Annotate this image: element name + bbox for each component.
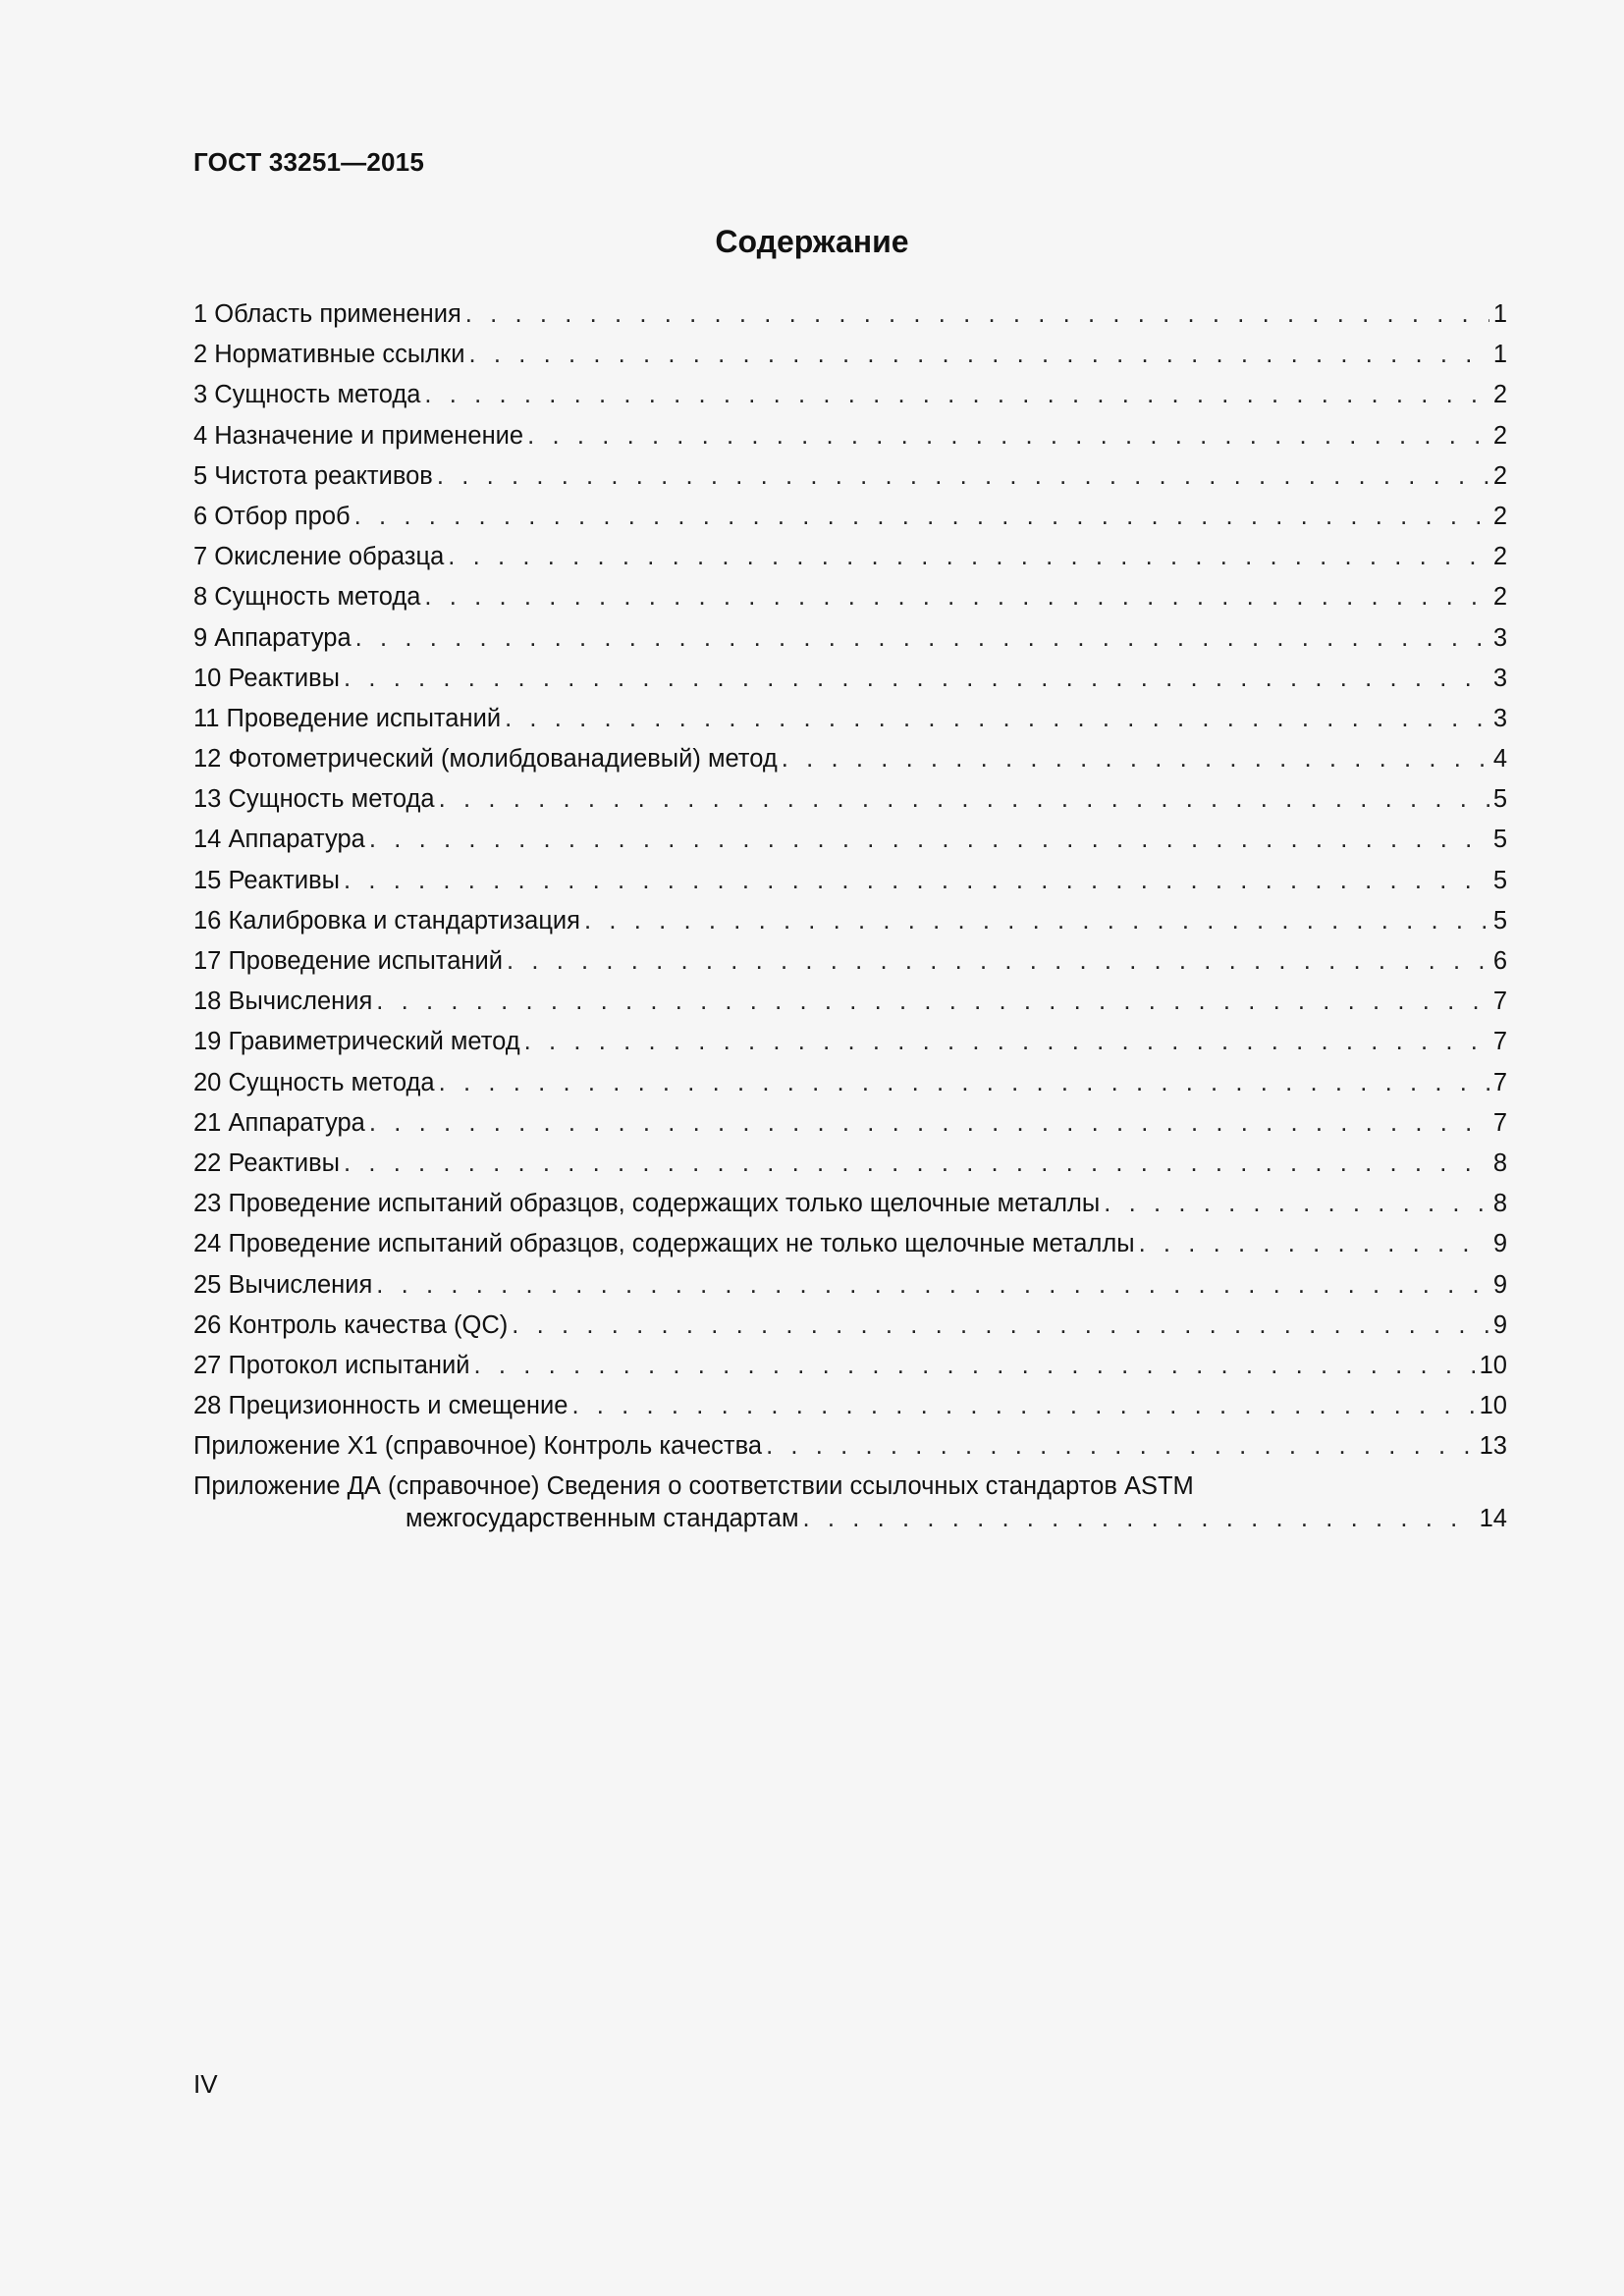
toc-entry-page: 2: [1492, 381, 1507, 409]
toc-entry-label: 20 Сущность метода: [193, 1068, 435, 1096]
dot-leader: [524, 1022, 1489, 1062]
toc-entry[interactable]: [193, 982, 1507, 1022]
toc-entry-label: 22 Реактивы: [193, 1148, 340, 1177]
toc-entry-page: 7: [1492, 1108, 1507, 1137]
toc-entry-page: 10: [1479, 1392, 1507, 1420]
toc-entry-label: 17 Проведение испытаний: [193, 947, 503, 975]
dot-leader: [437, 456, 1489, 497]
toc-entry-page: 3: [1492, 664, 1507, 692]
toc-entry-page: 9: [1492, 1230, 1507, 1258]
toc-entry-label: 23 Проведение испытаний образцов, содержащих только щелочные металлы: [193, 1190, 1101, 1218]
toc-entry[interactable]: [193, 537, 1507, 577]
toc-entry[interactable]: [193, 1265, 1507, 1306]
toc-entry-page: 2: [1492, 421, 1507, 450]
toc-entry[interactable]: [193, 1386, 1507, 1426]
dot-leader: [465, 294, 1489, 335]
toc-entry-page: 5: [1492, 826, 1507, 854]
toc-entry[interactable]: [193, 1184, 1507, 1224]
dot-leader: [766, 1426, 1476, 1467]
toc-entry-label: 18 Вычисления: [193, 988, 373, 1016]
toc-entry-page: 9: [1492, 1310, 1507, 1339]
toc-entry[interactable]: [193, 1224, 1507, 1264]
dot-leader: [369, 820, 1489, 860]
toc-entry[interactable]: [193, 901, 1507, 941]
dot-leader: [512, 1306, 1489, 1346]
toc-entry-label: 25 Вычисления: [193, 1270, 373, 1299]
toc-entry-label: 7 Окисление образца: [193, 543, 445, 571]
toc-entry[interactable]: [193, 1063, 1507, 1103]
dot-leader: [355, 618, 1489, 659]
toc-entry-page: 2: [1492, 502, 1507, 530]
toc-entry-label: 9 Аппаратура: [193, 623, 352, 652]
dot-leader: [468, 335, 1489, 375]
toc-entry-label: 10 Реактивы: [193, 664, 340, 692]
toc-entry-page: 8: [1492, 1148, 1507, 1177]
toc-entry-label: 4 Назначение и применение: [193, 421, 524, 450]
toc-entry[interactable]: [193, 779, 1507, 820]
toc-entry-page: 5: [1492, 906, 1507, 934]
toc-entry[interactable]: [193, 497, 1507, 537]
toc-entry[interactable]: [193, 1426, 1507, 1467]
dot-leader: [369, 1103, 1489, 1144]
toc-entry-page: 2: [1492, 461, 1507, 490]
toc-entry-page: 8: [1492, 1190, 1507, 1218]
toc-entry[interactable]: [193, 659, 1507, 699]
toc-entry[interactable]: [193, 1022, 1507, 1062]
toc-entry-label: 3 Сущность метода: [193, 381, 421, 409]
toc-entry-label: 1 Область применения: [193, 300, 461, 328]
dot-leader: [376, 982, 1489, 1022]
dot-leader: [354, 497, 1489, 537]
toc-entry-continuation: [193, 1503, 1507, 1535]
toc-entry-label: 5 Чистота реактивов: [193, 461, 433, 490]
toc-entry-label: 11 Проведение испытаний: [193, 704, 502, 732]
toc-entry[interactable]: [193, 861, 1507, 901]
dot-leader: [505, 699, 1489, 739]
toc-entry-label: 12 Фотометрический (молибдованадиевый) метод: [193, 745, 778, 774]
page-number: IV: [193, 2069, 218, 2099]
toc-entry-page: 10: [1479, 1351, 1507, 1379]
toc-entry[interactable]: [193, 1346, 1507, 1386]
dot-leader: [424, 375, 1489, 415]
toc-entry-page: 1: [1492, 300, 1507, 328]
toc-entry-page: 3: [1492, 704, 1507, 732]
toc-title: Содержание: [715, 224, 909, 259]
toc-entry[interactable]: [193, 618, 1507, 659]
toc-entry-page: 9: [1492, 1270, 1507, 1299]
toc-entry-page: 7: [1492, 988, 1507, 1016]
toc-entry-label: 21 Аппаратура: [193, 1108, 365, 1137]
toc-entry-page: 4: [1492, 745, 1507, 774]
toc-entry-label: 14 Аппаратура: [193, 826, 365, 854]
toc-entry[interactable]: [193, 416, 1507, 456]
toc-entry-label: 27 Протокол испытаний: [193, 1351, 470, 1379]
dot-leader: [584, 901, 1489, 941]
toc-entry[interactable]: [193, 699, 1507, 739]
toc-entry-label: Приложение X1 (справочное) Контроль качества: [193, 1432, 763, 1461]
toc-entry-label: 16 Калибровка и стандартизация: [193, 906, 580, 934]
toc-entry-page: 5: [1492, 785, 1507, 814]
toc-entry[interactable]: [193, 1144, 1507, 1184]
toc-entry-page: 6: [1492, 947, 1507, 975]
dot-leader: [1104, 1184, 1489, 1224]
toc-entry[interactable]: [193, 577, 1507, 617]
toc-entry-appendix-da[interactable]: [193, 1467, 1507, 1535]
toc-entry-page: 2: [1492, 583, 1507, 612]
dot-leader: [1139, 1224, 1489, 1264]
toc-entry[interactable]: [193, 820, 1507, 860]
toc-entry-label: 19 Гравиметрический метод: [193, 1028, 520, 1056]
dot-leader: [507, 941, 1489, 982]
toc-entry[interactable]: [193, 1306, 1507, 1346]
toc-entry-page: 7: [1492, 1068, 1507, 1096]
toc-entry-page: 7: [1492, 1028, 1507, 1056]
toc-entry-label: 2 Нормативные ссылки: [193, 341, 465, 369]
toc-entry-page: 2: [1492, 543, 1507, 571]
toc-entry-label-line1: Приложение ДА (справочное) Сведения о соответствии ссылочных стандартов ASTM: [193, 1472, 1194, 1501]
toc-entry[interactable]: [193, 739, 1507, 779]
dot-leader: [473, 1346, 1475, 1386]
dot-leader: [802, 1503, 1475, 1535]
dot-leader: [439, 779, 1489, 820]
toc-entry-page: 3: [1492, 623, 1507, 652]
toc-entry-page: 5: [1492, 866, 1507, 894]
dot-leader: [344, 861, 1489, 901]
toc-entry-page: 1: [1492, 341, 1507, 369]
table-of-contents: [193, 294, 1507, 1535]
dot-leader: [527, 416, 1489, 456]
dot-leader: [439, 1063, 1489, 1103]
toc-entry[interactable]: [193, 375, 1507, 415]
toc-entry-label: 28 Прецизионность и смещение: [193, 1392, 568, 1420]
toc-entry[interactable]: [193, 335, 1507, 375]
toc-entry[interactable]: [193, 941, 1507, 982]
toc-entry-label: 6 Отбор проб: [193, 502, 351, 530]
dot-leader: [376, 1265, 1489, 1306]
toc-entry-label: 24 Проведение испытаний образцов, содержащих не только щелочные металлы: [193, 1230, 1135, 1258]
document-code: ГОСТ 33251—2015: [193, 147, 424, 177]
toc-entry-label: 13 Сущность метода: [193, 785, 435, 814]
toc-entry-page: 13: [1479, 1432, 1507, 1461]
toc-entry-label: 8 Сущность метода: [193, 583, 421, 612]
dot-leader: [344, 1144, 1489, 1184]
dot-leader: [344, 659, 1489, 699]
toc-entry[interactable]: [193, 294, 1507, 335]
dot-leader: [448, 537, 1489, 577]
dot-leader: [424, 577, 1489, 617]
toc-entry[interactable]: [193, 1103, 1507, 1144]
toc-entry-page: 14: [1479, 1505, 1507, 1533]
toc-entry-label: 15 Реактивы: [193, 866, 340, 894]
dot-leader: [782, 739, 1489, 779]
toc-entry-label: 26 Контроль качества (QC): [193, 1310, 509, 1339]
toc-entry[interactable]: [193, 456, 1507, 497]
toc-entry-label-line2: межгосударственным стандартам: [406, 1505, 799, 1533]
dot-leader: [571, 1386, 1475, 1426]
